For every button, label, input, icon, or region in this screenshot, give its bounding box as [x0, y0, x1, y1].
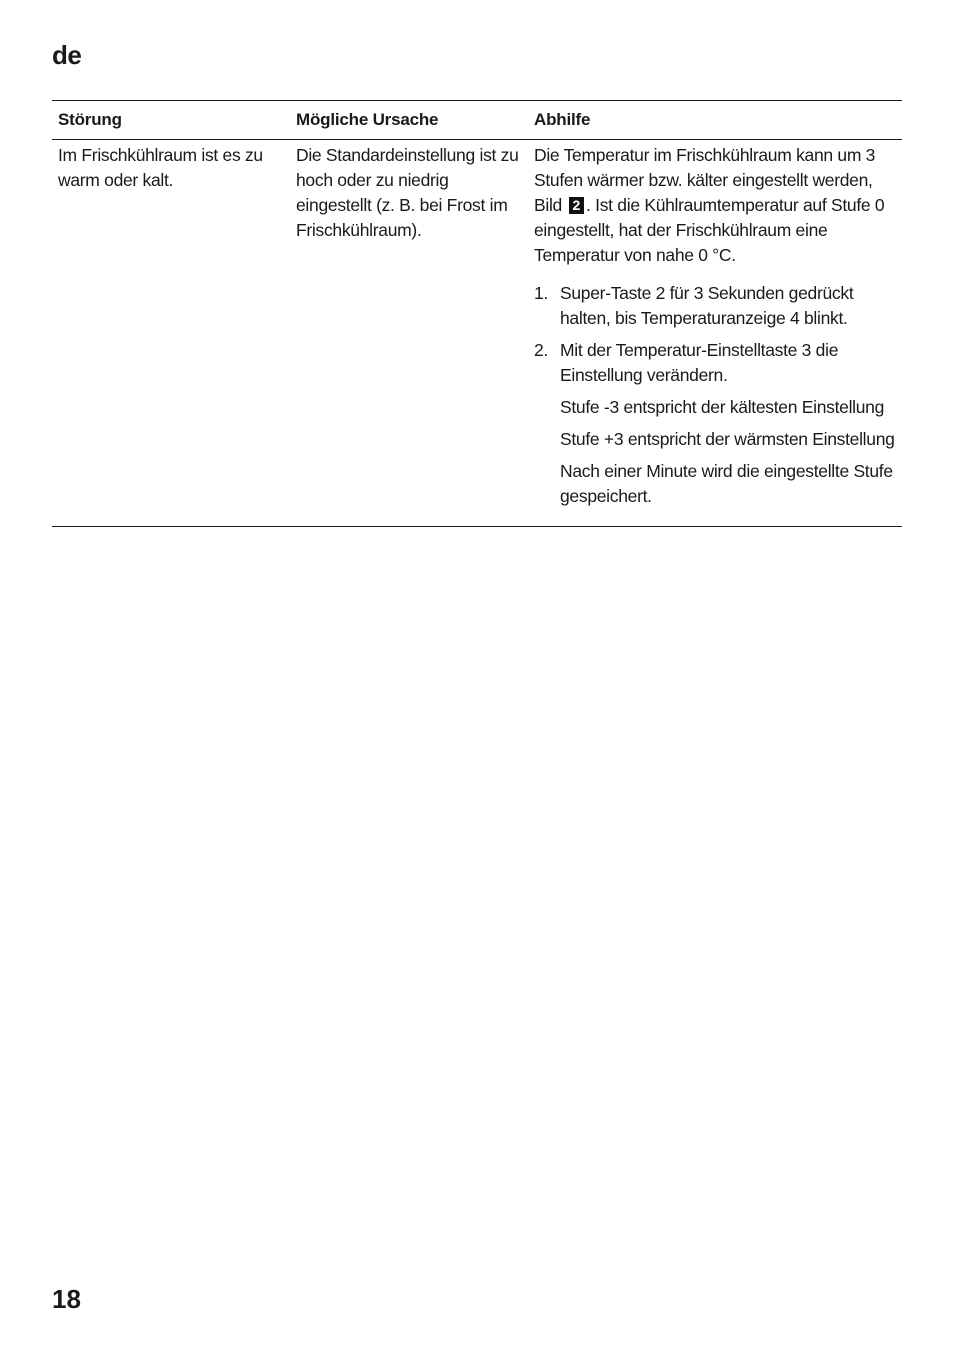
step-text: Super-Taste 2 für 3 Sekunden gedrückt halten, bis Temperaturanzeige 4 blinkt.	[560, 283, 854, 328]
figure-reference-badge: 2	[569, 197, 585, 214]
steps-list	[534, 281, 898, 388]
column-header-abhilfe: Abhilfe	[534, 110, 591, 129]
page-number: 18	[52, 1284, 81, 1314]
list-item	[534, 281, 898, 331]
abhilfe-intro-after: . Ist die Kühlraumtemperatur auf Stufe 0 eingestellt, hat der Frischkühlraum eine Temperatur von nahe 0 °C.	[534, 195, 885, 265]
note-warmest: Stufe +3 entspricht der wärmsten Einstellung	[560, 429, 895, 449]
cell-abhilfe	[528, 140, 902, 526]
ursache-text: Die Standardeinstellung ist zu hoch oder zu niedrig eingestellt (z. B. bei Frost im Frischkühlraum).	[296, 145, 519, 240]
note-coldest: Stufe -3 entspricht der kältesten Einstellung	[560, 397, 885, 417]
stoerung-text: Im Frischkühlraum ist es zu warm oder kalt.	[58, 145, 263, 190]
cell-stoerung	[52, 140, 290, 526]
language-tag: de	[52, 40, 82, 70]
abhilfe-intro	[534, 143, 898, 268]
troubleshooting-table	[52, 100, 902, 527]
list-item	[534, 338, 898, 388]
step-text: Mit der Temperatur-Einstelltaste 3 die Einstellung verändern.	[560, 340, 839, 385]
cell-ursache	[290, 140, 528, 526]
table-row	[52, 140, 902, 526]
column-header-stoerung: Störung	[58, 110, 122, 129]
abhilfe-intro-before: Die Temperatur im Frischkühlraum kann um 3 Stufen wärmer bzw. kälter eingestellt werden, Bild	[534, 145, 876, 215]
table-header-row	[52, 101, 902, 140]
column-header-ursache: Mögliche Ursache	[296, 110, 439, 129]
step-number: 2.	[534, 340, 548, 360]
note-saved: Nach einer Minute wird die eingestellte Stufe gespeichert.	[560, 461, 893, 506]
step-number: 1.	[534, 283, 548, 303]
